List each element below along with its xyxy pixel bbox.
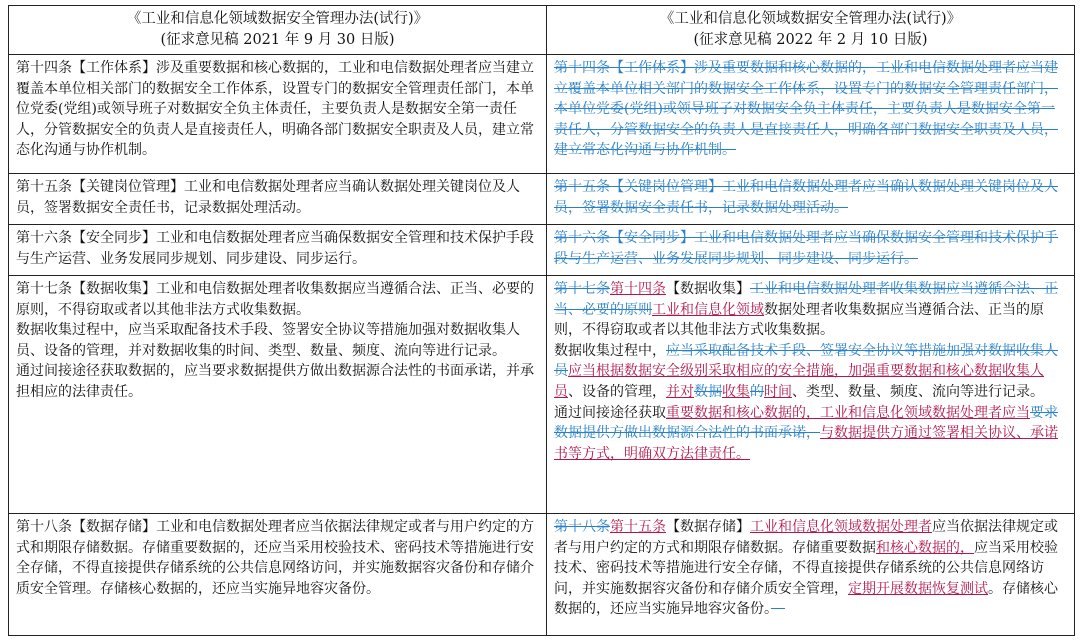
deleted-text: 第十七条 <box>554 281 610 297</box>
header-right <box>547 6 1075 55</box>
unchanged-text: 、设备的管理， <box>568 383 666 400</box>
right-cell <box>547 276 1075 514</box>
deleted-text: 第十六条【安全同步】工业和电信数据处理者应当确保数据安全管理和技术保护手段与生产运营、业务发展同步规划、同步建设、同步运行。 <box>554 230 1058 267</box>
article-row <box>9 276 1075 514</box>
unchanged-text: 【数据收集】 <box>666 281 750 297</box>
inserted-text: 定期开展数据恢复测试 <box>848 580 988 597</box>
deleted-text: 第十八条 <box>554 519 610 535</box>
left-cell <box>9 225 547 276</box>
deleted-text: 第十五条【关键岗位管理】工业和电信数据处理者应当确认数据处理关键岗位及人员，签署数据安全责任书，记录数据处理活动。 <box>554 179 1058 216</box>
deleted-text: 要求数据提供方做出数据源合法性的书面承诺， <box>554 404 1058 442</box>
right-paragraph <box>554 341 1068 403</box>
left-cell <box>9 174 547 225</box>
inserted-text: 应当根据数据安全级别采取相应的安全措施，加强重要数据和核心数据收集人员 <box>554 363 1044 400</box>
deleted-text: 工业和电信数据处理者收集数据应当遵循合法、正当、必要的原则 <box>554 281 1058 318</box>
unchanged-text: 、类型、数量、频度、流向等进行记录。 <box>792 383 1044 400</box>
left-cell <box>9 514 547 636</box>
header-left <box>9 6 547 55</box>
right-paragraph <box>554 403 1068 465</box>
inserted-text: 第十五条 <box>610 519 666 535</box>
inserted-text: 和核心数据的， <box>876 539 974 556</box>
unchanged-text: 应当依据法律规定或者与用户约定的方式和期限存储数据。存储重要数据 <box>554 519 1058 556</box>
header-left-subtitle: (征求意见稿 2021 年 9 月 30 日版) <box>160 32 395 48</box>
inserted-text: 与数据提供方通过签署相关协议、承诺书等方式，明确双方法律责任。 <box>554 425 1058 462</box>
left-paragraph: 第十五条【关键岗位管理】工业和电信数据处理者应当确认数据处理关键岗位及人员，签署数据安全责任书，记录数据处理活动。 <box>16 179 520 216</box>
article-row <box>9 55 1075 174</box>
deleted-text: 数据 <box>694 383 722 400</box>
left-paragraph: 第十八条【数据存储】工业和电信数据处理者应当依据法律规定或者与用户约定的方式和期限存储数据。存储重要数据的，还应当采用校验技术、密码技术等措施进行安全存储，不得直接提供存储系统的公共信息网络访问，并实施数据容灾备份和存储介质安全管理。存储核心数据的，还应当实施异地容灾备份。 <box>16 519 534 597</box>
right-paragraph <box>554 58 1068 161</box>
right-paragraph <box>554 517 1068 620</box>
inserted-text: 工业和信息化领域数据处理者 <box>750 519 932 535</box>
inserted-text: 重要数据和核心数据的，工业和信息化领域数据处理者应当 <box>666 404 1030 421</box>
deleted-text: 第十四条【工作体系】涉及重要数据和核心数据的，工业和电信数据处理者应当建立覆盖本单位相关部门的数据安全工作体系，设置专门的数据安全管理责任部门，本单位党委(党组)或领导班子对数据安全负主体责任，主要负责人是数据安全第一责任人，分管数据安全的负责人是直接责任人，明确各部门数据安全职责及人员，建立常态化沟通与协作机制。 <box>554 60 1058 159</box>
right-paragraph <box>554 228 1068 269</box>
inserted-text: 收集 <box>722 383 750 400</box>
inserted-text: 工业和信息化领域 <box>652 301 764 318</box>
unchanged-text: 【数据存储】 <box>666 519 750 535</box>
article-row <box>9 225 1075 276</box>
right-cell <box>547 174 1075 225</box>
comparison-table <box>8 5 1075 636</box>
unchanged-text: 通过间接途径获取 <box>554 404 666 421</box>
inserted-text: 第十四条 <box>610 281 666 297</box>
right-cell <box>547 514 1075 636</box>
unchanged-text: 数据收集过程中， <box>554 342 666 359</box>
unchanged-text: 应当采用校验技术、密码技术等措施进行安全存储，不得直接提供存储系统的公共信息网络访问，并实施数据容灾备份和存储介质安全管理， <box>554 539 1058 597</box>
left-cell <box>9 55 547 174</box>
deleted-text: 的 <box>750 383 764 400</box>
deleted-text <box>771 601 785 617</box>
right-paragraph <box>554 177 1068 218</box>
left-paragraph: 通过间接途径获取数据的，应当要求数据提供方做出数据源合法性的书面承诺，并承担相应的法律责任。 <box>16 363 534 400</box>
header-right-title: 《工业和信息化领域数据安全管理办法(试行)》 <box>659 11 962 27</box>
inserted-text: 并对 <box>666 383 694 400</box>
article-row <box>9 174 1075 225</box>
inserted-text: 时间 <box>764 383 792 400</box>
left-paragraph: 第十六条【安全同步】工业和电信数据处理者应当确保数据安全管理和技术保护手段与生产运营、业务发展同步规划、同步建设、同步运行。 <box>16 230 534 267</box>
header-right-subtitle: (征求意见稿 2022 年 2 月 10 日版) <box>693 32 928 48</box>
left-paragraph: 第十七条【数据收集】工业和电信数据处理者收集数据应当遵循合法、正当、必要的原则，不得窃取或者以其他非法方式收集数据。 <box>16 281 534 318</box>
deleted-text: 应当采取配备技术手段、签署安全协议等措施加强对数据收集人员 <box>554 342 1058 380</box>
article-row <box>9 514 1075 636</box>
right-cell <box>547 55 1075 174</box>
right-paragraph <box>554 279 1068 341</box>
left-cell <box>9 276 547 514</box>
header-left-title: 《工业和信息化领域数据安全管理办法(试行)》 <box>126 11 429 27</box>
left-paragraph: 数据收集过程中，应当采取配备技术手段、签署安全协议等措施加强对数据收集人员、设备的管理，并对数据收集的时间、类型、数量、频度、流向等进行记录。 <box>16 322 520 359</box>
unchanged-text: 。存储核心数据的，还应当实施异地容灾备份。 <box>554 580 1058 618</box>
right-cell <box>547 225 1075 276</box>
left-paragraph: 第十四条【工作体系】涉及重要数据和核心数据的，工业和电信数据处理者应当建立覆盖本单位相关部门的数据安全工作体系，设置专门的数据安全管理责任部门，本单位党委(党组)或领导班子对数据安全负主体责任，主要负责人是数据安全第一责任人，分管数据安全的负责人是直接责任人，明确各部门数据安全职责及人员，建立常态化沟通与协作机制。 <box>16 60 534 159</box>
unchanged-text: 数据处理者收集数据应当遵循合法、正当的原则，不得窃取或者以其他非法方式收集数据。 <box>554 301 1044 339</box>
header-row <box>9 6 1075 55</box>
